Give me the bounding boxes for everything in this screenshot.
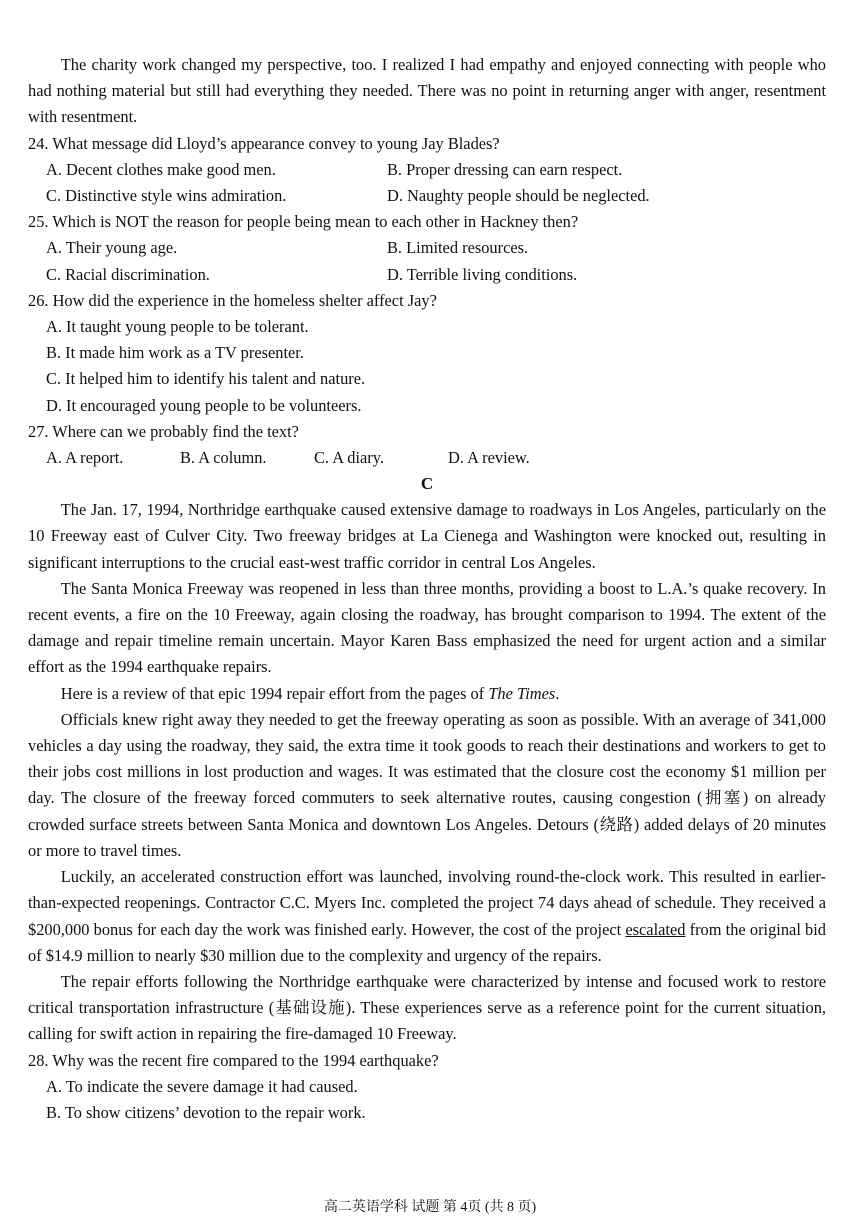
option-c: C. A diary.	[314, 448, 384, 468]
question-24	[28, 131, 826, 210]
question-stem: 25. Which is NOT the reason for people being mean to each other in Hackney then?	[28, 212, 579, 232]
option-c: C. It helped him to identify his talent and nature.	[46, 369, 366, 389]
option-b: B. To show citizens’ devotion to the repair work.	[46, 1102, 366, 1122]
passage-paragraph-4: Officials knew right away they needed to get the freeway operating as soon as possible. With an average of 341,000 vehicles a day using the roadway, they said, the extra time it took goods to reach their destinations and workers to get to their jobs cost millions in lost production and wages. It was estimated that the closure cost the economy $1 million per day. The closure of the freeway forced commuters to seek alternative routes, causing congestion (拥塞) on already crowded surface streets between Santa Monica and downtown Los Angeles. Detours (绕路) added delays of 20 minutes or more to travel times.	[28, 709, 826, 860]
passage-paragraph-5: Luckily, an accelerated construction effort was launched, involving round-the-clock work. This resulted in earlier-than-expected reopenings. Contractor C.C. Myers Inc. completed the project 74 days ahead of schedule. They received a $200,000 bonus for each day the work was finished early. However, the cost of the project escalated from the original bid of $14.9 million to nearly $30 million due to the complexity and urgency of the repairs.	[28, 867, 827, 965]
passage-paragraph-6: The repair efforts following the Northridge earthquake were characterized by intense and focused work to restore critical transportation infrastructure (基础设施). These experiences serve as a reference point for the current situation, calling for swift action in repairing the fire-damaged 10 Freeway.	[28, 971, 826, 1044]
option-c: C. Racial discrimination.	[46, 264, 210, 284]
option-d: D. A review.	[448, 448, 530, 468]
question-27	[28, 419, 826, 471]
option-b: B. Limited resources.	[387, 238, 529, 258]
underlined-word: escalated	[625, 919, 686, 939]
option-a: A. Decent clothes make good men.	[46, 159, 276, 179]
option-b: B. A column.	[180, 448, 267, 468]
option-d: D. Terrible living conditions.	[387, 264, 578, 284]
question-stem: 24. What message did Lloyd’s appearance convey to young Jay Blades?	[28, 133, 500, 153]
option-a: A. A report.	[46, 448, 124, 468]
option-d: D. Naughty people should be neglected.	[387, 186, 650, 206]
passage-paragraph-2: The Santa Monica Freeway was reopened in less than three months, providing a boost to L.A.’s quake recovery. In recent events, a fire on the 10 Freeway, again closing the roadway, has brought comparison to 1994. The extent of the damage and repair timeline remain uncertain. Mayor Karen Bass emphasized the need for urgent action and a similar effort as the 1994 earthquake repairs.	[28, 578, 826, 677]
question-stem: 26. How did the experience in the homeless shelter affect Jay?	[28, 290, 437, 310]
passage-paragraph-1: The Jan. 17, 1994, Northridge earthquake caused extensive damage to roadways in Los Angeles, particularly on the 10 Freeway east of Culver City. Two freeway bridges at La Cienega and Washington were knocked out, resulting in significant interruptions to the crucial east-west traffic corridor in central Los Angeles.	[28, 500, 826, 572]
question-stem: 28. Why was the recent fire compared to the 1994 earthquake?	[28, 1050, 439, 1070]
option-c: C. Distinctive style wins admiration.	[46, 186, 287, 206]
newspaper-title: The Times	[488, 683, 556, 703]
option-d: D. It encouraged young people to be volunteers.	[46, 395, 362, 415]
option-a: A. Their young age.	[46, 238, 178, 258]
question-stem: 27. Where can we probably find the text?	[28, 421, 299, 441]
option-a: A. To indicate the severe damage it had caused.	[46, 1076, 358, 1096]
option-b: B. Proper dressing can earn respect.	[387, 159, 623, 179]
section-heading: C	[420, 474, 434, 494]
intro-paragraph: The charity work changed my perspective, too. I realized I had empathy and enjoyed connecting with people who had nothing material but still had everything they needed. There was no point in returning anger with anger, resentment with resentment.	[28, 55, 826, 127]
question-26	[28, 288, 826, 419]
page-footer: 高二英语学科 试题 第 4页 (共 8 页)	[323, 1200, 537, 1215]
passage-paragraph-3: Here is a review of that epic 1994 repair effort from the pages of The Times.	[60, 683, 560, 703]
option-b: B. It made him work as a TV presenter.	[46, 343, 304, 363]
option-a: A. It taught young people to be tolerant.	[46, 317, 309, 337]
question-28	[28, 1048, 826, 1127]
question-25	[28, 209, 826, 288]
